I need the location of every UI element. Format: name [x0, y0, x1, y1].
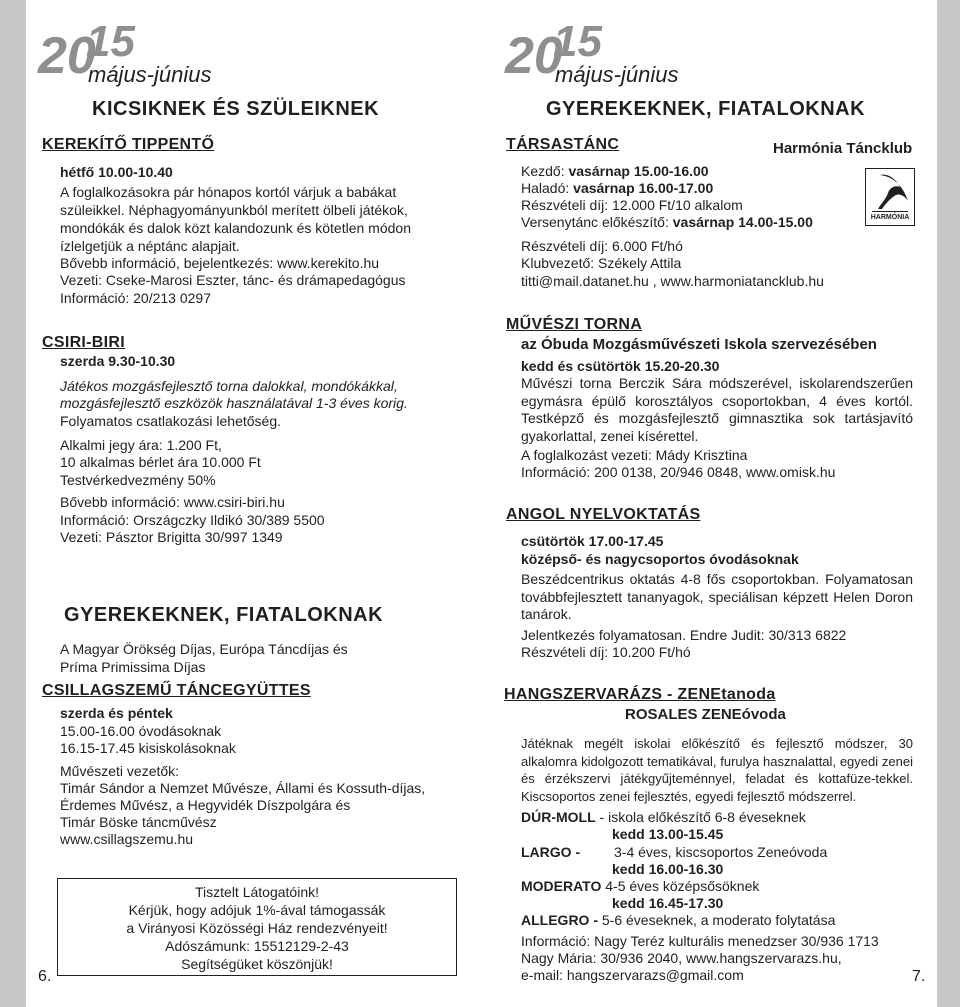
tax-notice-box	[57, 878, 457, 976]
moderato-label: MODERATO	[521, 878, 602, 894]
left-page-number: 6.	[38, 968, 52, 985]
award-line: Príma Primissima Díjas	[60, 659, 206, 675]
notice-line: Kérjük, hogy adójuk 1%-ával támogassák	[128, 902, 386, 918]
hang-contact: Információ: Nagy Teréz kulturális menedzser 30/936 1713	[521, 933, 879, 949]
muveszi-para: Művészi torna Berczik Sára módszerével, iskolarendszerűen egymásra épülő korosztályos csoportokban, 4 éves kortól. Testképző és mozgásfejlesztő gimnasztika sok tartásjavító gyakorlattal, zenei kísérettel.	[521, 375, 913, 444]
csillag-leaders: Timár Böske táncművész	[60, 814, 217, 830]
dur-moll-text: - iskola előkészítő 6-8 éveseknek	[595, 809, 806, 825]
notice-line: Tisztelt Látogatóink!	[195, 884, 319, 900]
kerekito-title: KEREKÍTŐ TIPPENTŐ	[42, 136, 215, 153]
year-prefix: 20	[38, 27, 96, 85]
allegro-row	[521, 912, 835, 930]
tarsas-line2: titti@mail.datanet.hu , www.harmoniatancklub.hu	[521, 273, 824, 289]
harmonia-logo	[865, 168, 915, 226]
left-heading: KICSIKNEK ÉS SZÜLEIKNEK	[92, 98, 380, 120]
csillag-website: www.csillagszemu.hu	[60, 831, 194, 847]
tarsas-line2: Részvételi díj: 6.000 Ft/hó	[521, 238, 683, 254]
angol-line: Részvételi díj: 10.200 Ft/hó	[521, 644, 691, 660]
notice-line: Adószámunk: 15512129-2-43	[165, 938, 349, 954]
csiri-title: CSIRI-BIRI	[42, 334, 125, 351]
tarsas-line	[521, 197, 743, 215]
dur-moll-label: DÚR-MOLL	[521, 809, 596, 825]
kerekito-line: ízlelgetjük a néptánc alapjait.	[60, 238, 240, 254]
dur-moll-time: kedd 13.00-15.45	[612, 826, 724, 842]
hang-subtitle: ROSALES ZENEóvoda	[625, 706, 786, 723]
tarsas-line2: Klubvezető: Székely Attila	[521, 255, 682, 271]
year-prefix: 20	[505, 27, 563, 85]
csiri-desc: Játékos mozgásfejlesztő torna dalokkal, mondókákkal,	[60, 378, 398, 394]
tarsas-value: vasárnap 16.00-17.00	[573, 180, 714, 196]
muveszi-time: kedd és csütörtök 15.20-20.30	[521, 358, 720, 374]
csiri-desc: mozgásfejlesztő eszközök használatával 1-3 éves korig.	[60, 395, 408, 411]
kerekito-line: mondókák és dalok közt kalandozunk és kötetlen módon	[60, 220, 411, 236]
kerekito-line: Információ: 20/213 0297	[60, 290, 211, 306]
left-heading-2: GYEREKEKNEK, FIATALOKNAK	[64, 604, 384, 626]
tarsastanc-title: TÁRSASTÁNC	[506, 136, 620, 153]
hang-contact: e-mail: hangszervarazs@gmail.com	[521, 967, 744, 983]
tarsas-label: Kezdő:	[521, 163, 569, 179]
csillag-time: 16.15-17.45 kisiskolásoknak	[60, 740, 236, 756]
csillag-days: szerda és péntek	[60, 705, 173, 721]
csiri-info: Vezeti: Pásztor Brigitta 30/997 1349	[60, 529, 283, 545]
dancer-logo-icon	[866, 169, 914, 225]
csillag-leaders: Timár Sándor a Nemzet Művésze, Állami és Kossuth-díjas,	[60, 780, 426, 796]
notice-line: a Virányosi Közösségi Ház rendezvényeit!	[126, 920, 388, 936]
tarsas-value: vasárnap 14.00-15.00	[672, 214, 813, 230]
left-page-edge	[0, 0, 26, 1007]
largo-row	[521, 844, 580, 862]
moderato-time: kedd 16.45-17.30	[612, 895, 724, 911]
largo-label: LARGO -	[521, 844, 581, 860]
tarsas-line	[521, 163, 709, 181]
angol-group: középső- és nagycsoportos óvodásoknak	[521, 551, 799, 567]
muveszi-subtitle: az Óbuda Mozgásművészeti Iskola szervezésében	[521, 336, 877, 353]
hang-para: Játéknak megélt iskolai előkészítő és fejlesztő módszer, 30 alkalomra kidolgozott tematikával, furulya hasznalattal, egyedi zenei és érzékszervi játékgyűjteménnyel, feladat és kottafüze-tekkel. Kiscsoportos zenei fejlesztés, egyedi fejlesztő módszerrel.	[521, 736, 913, 804]
csiri-info: Információ: Országczky Ildikó 30/389 5500	[60, 512, 325, 528]
tarsas-value: vasárnap 15.00-16.00	[568, 163, 709, 179]
season-label: május-június	[555, 62, 679, 87]
largo-text: 3-4 éves, kiscsoportos Zeneóvoda	[614, 844, 828, 860]
moderato-row	[521, 878, 759, 896]
moderato-text: 4-5 éves középsősöknek	[601, 878, 760, 894]
csillag-time: 15.00-16.00 óvodásoknak	[60, 723, 222, 739]
csiri-time: szerda 9.30-10.30	[60, 353, 176, 369]
muveszi-line: A foglalkozást vezeti: Mády Krisztina	[521, 447, 748, 463]
largo-time: kedd 16.00-16.30	[612, 861, 724, 877]
hang-title: HANGSZERVARÁZS - ZENEtanoda	[504, 686, 776, 703]
angol-line: Jelentkezés folyamatosan. Endre Judit: 30/313 6822	[521, 627, 847, 643]
tarsas-line	[521, 214, 813, 232]
kerekito-line: Vezeti: Cseke-Marosi Eszter, tánc- és drámapedagógus	[60, 272, 406, 288]
year-suffix: 15	[553, 17, 602, 66]
csiri-price: Testvérkedvezmény 50%	[60, 472, 216, 488]
year-suffix: 15	[86, 17, 135, 66]
season-label: május-június	[88, 62, 212, 87]
right-heading: GYEREKEKNEK, FIATALOKNAK	[546, 98, 866, 120]
kerekito-line: szüleikkel. Néphagyományunkból merített ölbeli játékok,	[60, 202, 408, 218]
tarsas-label: Haladó:	[521, 180, 574, 196]
kerekito-line: A foglalkozásokra pár hónapos kortól várjuk a babákat	[60, 184, 397, 200]
angol-title: ANGOL NYELVOKTATÁS	[506, 506, 701, 523]
csillag-leaders: Művészeti vezetők:	[60, 763, 180, 779]
csiri-price: Alkalmi jegy ára: 1.200 Ft,	[60, 437, 222, 453]
muveszi-title: MŰVÉSZI TORNA	[506, 316, 643, 333]
csillag-title: CSILLAGSZEMŰ TÁNCEGYÜTTES	[42, 682, 311, 699]
allegro-label: ALLEGRO -	[521, 912, 602, 928]
tarsas-label: Részvételi díj: 12.000 Ft/10 alkalom	[521, 197, 743, 213]
award-line: A Magyar Örökség Díjas, Európa Táncdíjas és	[60, 641, 348, 657]
csiri-info: Bővebb információ: www.csiri-biri.hu	[60, 494, 285, 510]
csiri-desc: Folyamatos csatlakozási lehetőség.	[60, 413, 281, 429]
right-page-number: 7.	[912, 968, 926, 985]
csillag-leaders: Érdemes Művész, a Hegyvidék Díszpolgára és	[60, 797, 351, 813]
muveszi-line: Információ: 200 0138, 20/946 0848, www.omisk.hu	[521, 464, 836, 480]
kerekito-line: Bővebb információ, bejelentkezés: www.kerekito.hu	[60, 255, 380, 271]
tarsas-label: Versenytánc előkészítő:	[521, 214, 673, 230]
angol-para: Beszédcentrikus oktatás 4-8 fős csoportokban. Folyamatosan továbbfejlesztett tananyagok, speciálisan képzett Helen Doron tanárok.	[521, 571, 913, 622]
dur-moll-row	[521, 809, 806, 827]
club-name: Harmónia Táncklub	[773, 140, 913, 157]
hang-contact: Nagy Mária: 30/936 2040, www.hangszervarazs.hu,	[521, 950, 842, 966]
csiri-price: 10 alkalmas bérlet ára 10.000 Ft	[60, 454, 261, 470]
angol-time: csütörtök 17.00-17.45	[521, 533, 664, 549]
notice-line: Segítségüket köszönjük!	[181, 956, 333, 972]
right-page-edge	[937, 0, 960, 1007]
logo-text: HARMÓNIA	[870, 214, 910, 221]
tarsas-line	[521, 180, 713, 198]
allegro-text: 5-6 éveseknek, a moderato folytatása	[601, 912, 836, 928]
kerekito-time: hétfő 10.00-10.40	[60, 164, 173, 180]
